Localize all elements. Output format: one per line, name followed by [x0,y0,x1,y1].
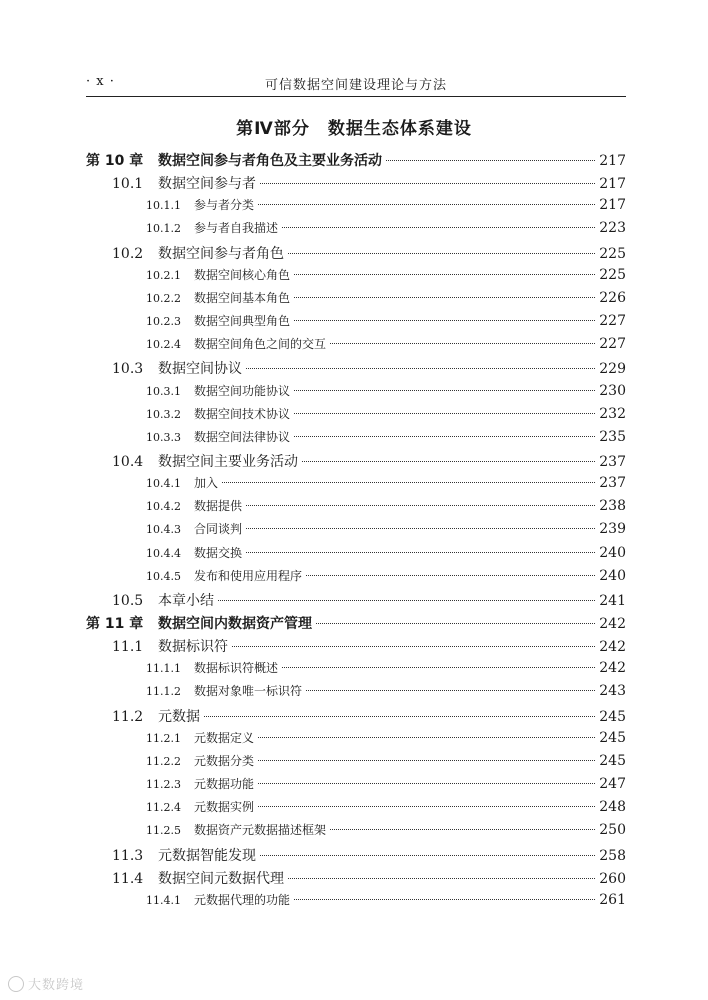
toc-entry-page: 248 [599,799,626,816]
toc-entry-sub [86,821,626,844]
toc-entry-section [86,451,626,474]
toc-entry-number: 10.2.4 [146,338,181,352]
toc-dot-leader [330,829,595,830]
toc-dot-leader [258,760,595,761]
toc-dot-leader [294,413,595,414]
toc-entry-sub [86,497,626,520]
toc-entry-sub [86,405,626,428]
toc-entry-page: 261 [599,891,626,908]
toc-entry-sub [86,474,626,497]
toc-dot-leader [260,183,595,184]
toc-entry-sub [86,219,626,242]
toc-entry-number: 10.4.4 [146,546,181,560]
toc-entry-title: 数据空间主要业务活动 [158,453,298,470]
toc-entry-page: 245 [599,752,626,769]
part-name: 数据生态体系建设 [327,119,472,139]
toc-entry-sub [86,428,626,451]
toc-entry-page: 227 [599,313,626,330]
toc-dot-leader [316,623,595,624]
toc-entry-section [86,243,626,266]
toc-dot-leader [258,737,595,738]
toc-entry-page: 226 [599,289,626,306]
toc-entry-page: 250 [599,822,626,839]
toc-entry-sub [86,544,626,567]
toc-dot-leader [330,343,595,344]
header-book-title: 可信数据空间建设理论与方法 [264,78,447,93]
toc-entry-title: 数据空间元数据代理 [158,870,284,887]
toc-entry-title: 数据空间核心角色 [194,267,291,282]
toc-entry-title: 本章小结 [158,592,214,609]
toc-entry-page: 245 [599,729,626,746]
toc-entry-title: 元数据分类 [194,753,255,768]
toc-entry-number: 10.4.3 [146,523,181,537]
toc-dot-leader [260,855,595,856]
toc-entry-page: 225 [599,245,626,262]
toc-dot-leader [222,482,595,483]
toc-entry-page: 217 [599,197,626,214]
toc-entry-title: 数据交换 [194,545,243,560]
toc-entry-section [86,636,626,659]
header-page-number: · x · [86,74,115,89]
toc-dot-leader [386,160,595,161]
toc-entry-number: 10.2.3 [146,315,181,329]
toc-entry-title: 数据空间典型角色 [194,314,291,329]
toc-entry-number: 10.1.1 [146,199,181,213]
toc-entry-page: 237 [599,475,626,492]
toc-entry-sub [86,266,626,289]
toc-entry-page: 237 [599,453,626,470]
toc-entry-number: 11.4 [112,870,144,887]
toc-entry-number: 10.2 [112,245,144,262]
toc-entry-number: 11.2 [112,708,144,725]
toc-entry-page: 239 [599,521,626,538]
toc-entry-number: 11.2.1 [146,731,181,745]
toc-entry-title: 数据空间参与者角色及主要业务活动 [158,153,382,169]
toc-entry-title: 数据资产元数据描述框架 [194,823,327,838]
toc-dot-leader [282,227,595,228]
toc-entry-page: 225 [599,266,626,283]
toc-entry-section [86,868,626,891]
toc-dot-leader [288,253,595,254]
toc-entry-title: 元数据定义 [194,730,255,745]
toc-entry-number: 10.4.5 [146,569,181,583]
toc-entry-sub [86,682,626,705]
toc-entry-title: 数据空间基本角色 [194,290,291,305]
toc-entry-page: 217 [599,176,626,193]
toc-entry-sub [86,335,626,358]
toc-dot-leader [246,552,595,553]
toc-entry-page: 217 [599,153,626,169]
toc-entry-number: 11.3 [112,847,144,864]
toc-entry-number: 10.4 [112,453,144,470]
toc-entry-title: 数据标识符概述 [194,661,279,676]
toc-entry-page: 235 [599,428,626,445]
toc-entry-page: 227 [599,336,626,353]
toc-entry-title: 数据空间参与者角色 [158,245,284,262]
toc-dot-leader [294,297,595,298]
toc-entry-number: 10.2.2 [146,291,181,305]
toc-entry-title: 数据提供 [194,499,243,514]
toc-dot-leader [258,204,595,205]
toc-dot-leader [294,390,595,391]
toc-entry-number: 第 11 章 [86,616,144,632]
toc-dot-leader [246,528,595,529]
toc-entry-title: 数据空间法律协议 [194,429,291,444]
toc-entry-title: 数据空间技术协议 [194,406,291,421]
toc-entry-sub [86,312,626,335]
toc-entry-page: 223 [599,220,626,237]
toc-entry-number: 11.2.4 [146,801,181,815]
toc-entry-page: 245 [599,708,626,725]
part-label: 第Ⅳ部分 [236,119,310,139]
toc-dot-leader [218,600,595,601]
toc-entry-page: 240 [599,567,626,584]
toc-entry-title: 发布和使用应用程序 [194,568,303,583]
toc-entry-sub [86,289,626,312]
toc-entry-title: 数据空间内数据资产管理 [158,616,312,632]
toc-entry-number: 10.3.1 [146,384,181,398]
toc-entry-title: 数据空间参与者 [158,176,256,193]
toc-entry-sub [86,891,626,914]
toc-entry-page: 238 [599,498,626,515]
toc-entry-sub [86,752,626,775]
watermark-text: 大数跨境 [28,978,85,993]
toc-dot-leader [294,436,595,437]
toc-entry-chapter [86,613,626,636]
toc-entry-title: 数据对象唯一标识符 [194,684,303,699]
toc-entry-number: 11.1.2 [146,685,181,699]
running-header [86,74,626,96]
toc-entry-number: 11.2.3 [146,778,181,792]
toc-entry-number: 11.4.1 [146,893,181,907]
toc-entry-number: 10.1 [112,176,144,193]
toc-entry-title: 数据空间角色之间的交互 [194,337,327,352]
watermark [8,974,84,993]
toc-entry-title: 数据空间功能协议 [194,383,291,398]
toc-dot-leader [282,667,595,668]
toc-entry-page: 242 [599,639,626,656]
toc-dot-leader [204,716,595,717]
toc-dot-leader [306,690,595,691]
toc-dot-leader [258,783,595,784]
toc-entry-page: 232 [599,405,626,422]
toc-entry-title: 数据空间协议 [158,361,242,378]
toc-entry-number: 10.5 [112,592,144,609]
toc-entry-sub [86,659,626,682]
toc-entry-number: 10.1.2 [146,222,181,236]
toc-entry-page: 242 [599,660,626,677]
toc-entry-number: 11.2.5 [146,824,181,838]
toc-entry-number: 10.4.1 [146,477,181,491]
toc-dot-leader [302,461,595,462]
toc-entry-sub [86,729,626,752]
part-title [0,114,708,139]
toc-dot-leader [294,274,595,275]
toc-entry-section [86,358,626,381]
toc-entry-sub [86,196,626,219]
toc-entry-section [86,173,626,196]
toc-entry-page: 247 [599,776,626,793]
toc-entry-sub [86,775,626,798]
toc-dot-leader [294,320,595,321]
toc-entry-page: 260 [599,870,626,887]
toc-dot-leader [306,575,595,576]
toc-entry-page: 241 [599,592,626,609]
watermark-logo-icon [8,976,24,992]
toc-entry-number: 10.3.3 [146,430,181,444]
toc-entry-number: 10.2.1 [146,268,181,282]
toc-dot-leader [246,505,595,506]
toc-entry-sub [86,520,626,543]
toc-entry-page: 229 [599,361,626,378]
toc-entry-page: 258 [599,847,626,864]
header-rule [86,96,626,97]
toc-entry-title: 元数据智能发现 [158,847,256,864]
toc-entry-number: 10.3.2 [146,407,181,421]
toc-entry-title: 加入 [194,476,219,491]
toc-dot-leader [232,646,595,647]
toc-entry-number: 11.2.2 [146,754,181,768]
toc-entry-number: 10.4.2 [146,500,181,514]
toc-entry-sub [86,567,626,590]
toc-dot-leader [288,878,595,879]
toc-entry-sub [86,798,626,821]
toc-entry-title: 参与者自我描述 [194,221,279,236]
toc-entry-section [86,706,626,729]
toc-entry-title: 数据标识符 [158,639,228,656]
toc-entry-title: 合同谈判 [194,522,243,537]
toc-entry-number: 11.1 [112,639,144,656]
toc-entry-number: 第 10 章 [86,153,144,169]
toc-entry-number: 10.3 [112,361,144,378]
toc-entry-section [86,590,626,613]
toc-entry-page: 242 [599,616,626,632]
toc-entry-title: 元数据功能 [194,777,255,792]
toc-entry-page: 243 [599,683,626,700]
toc-entry-page: 230 [599,382,626,399]
toc-entry-title: 元数据实例 [194,800,255,815]
toc-dot-leader [294,899,595,900]
toc-entry-title: 参与者分类 [194,198,255,213]
toc-entry-title: 元数据 [158,708,200,725]
toc-entry-page: 240 [599,544,626,561]
toc-entry-number: 11.1.1 [146,662,181,676]
toc-entry-sub [86,382,626,405]
toc-entry-chapter [86,150,626,173]
toc-dot-leader [246,368,595,369]
toc-entry-section [86,845,626,868]
toc-dot-leader [258,806,595,807]
toc-entry-title: 元数据代理的功能 [194,892,291,907]
